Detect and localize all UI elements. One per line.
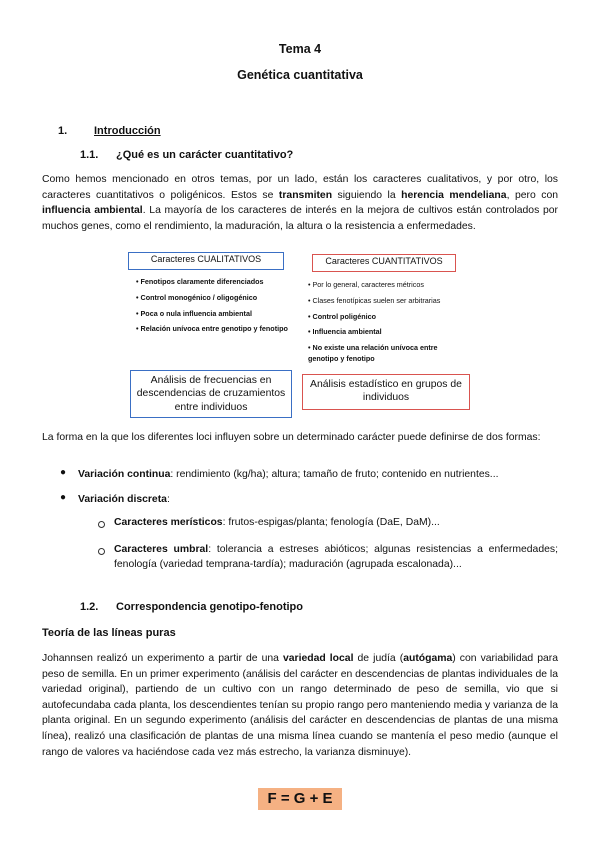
teoria-heading: Teoría de las líneas puras (42, 627, 176, 639)
qualitative-item: • Poca o nula influencia ambiental (136, 308, 252, 318)
qualitative-analysis-box (130, 370, 292, 418)
qualitative-item: • Relación unívoca entre genotipo y fenotipo (136, 324, 288, 334)
qualitative-list (136, 277, 296, 340)
quantitative-title: Caracteres CUANTITATIVOS (325, 256, 443, 266)
quantitative-item: • Control poligénico (308, 311, 376, 321)
quantitative-list (308, 280, 468, 369)
quantitative-item: • Por lo general, caracteres métricos (308, 280, 424, 289)
umbral-item: Caracteres umbral: tolerancia a estreses abióticos; algunas resistencias a enfermedades; fenología (variedad temprana-tardía); maduración (agrupada escalonada)... (114, 544, 558, 570)
bullet-dot-icon: ● (60, 467, 67, 478)
continua-item: Variación continua: rendimiento (kg/ha); altura; tamaño de fruto; contenido en nutrientes... (78, 469, 499, 480)
intro-paragraph: Como hemos mencionado en otros temas, por un lado, están los caracteres cualitativos, y por otro, los caracteres cuantitativos o poligénicos. Estos se transmiten siguiendo la herencia mendeliana, pero con influencia ambiental. La mayoría de los caracteres de interés en la mejora de cultivos están controlados por muchos genes, como el rendimiento, la maduración, la altura o la resistencia a enfermedades. (42, 174, 559, 232)
bullet-dot-icon: ● (60, 492, 67, 503)
qualitative-title: Caracteres CUALITATIVOS (150, 254, 262, 264)
section-1-number: 1. (58, 125, 68, 137)
johannsen-paragraph: Johannsen realizó un experimento a partir de una variedad local de judía (autógama) con variabilidad para peso de semilla. En un primer experimento (análisis del carácter en descendencias de plantas individuales de la variedad original), partiendo de un cultivo con un rango determinado de peso de semilla, vio que si autofecundaba cada planta, los descendientes tenían su propio rango pero manteniendo media y varianza de la planta original. En un segundo experimento (análisis del carácter en descendencias de plantas de una misma línea), realizó una clasificación de plantas de una misma línea cuando se mantenía el peso medio (aunque el rango de valores va haciéndose cada vez más estrecho, la varianza disminuye). (42, 653, 559, 758)
section-1-title: Introducción (94, 125, 161, 137)
qualitative-analysis: Análisis de frecuencias en descendencias de cruzamientos entre individuos (136, 375, 286, 413)
comparison-figure (128, 248, 474, 420)
quantitative-item: • Influencia ambiental (308, 327, 382, 337)
quantitative-analysis-box (302, 374, 470, 410)
section-1-1-number: 1.1. (80, 149, 99, 161)
discreta-item: Variación discreta: (78, 494, 170, 505)
qualitative-item: • Fenotipos claramente diferenciados (136, 277, 264, 286)
forms-intro-paragraph: La forma en la que los diferentes loci influyen sobre un determinado carácter puede definirse de dos formas: (42, 432, 541, 443)
sub-bullet-circle-icon (98, 548, 105, 555)
section-1-2-number: 1.2. (80, 601, 99, 613)
formula-box: F = G + E (258, 788, 342, 810)
topic-label: Tema 4 (278, 42, 322, 56)
section-1-1-title: ¿Qué es un carácter cuantitativo? (116, 149, 294, 161)
meristicos-item: Caracteres merísticos: frutos-espigas/planta; fenología (DaE, DaM)... (114, 517, 440, 528)
section-1-2-heading (80, 601, 303, 613)
quantitative-title-box (312, 254, 456, 272)
qualitative-item: • Control monogénico / oligogénico (136, 292, 258, 302)
section-1-heading (58, 125, 161, 137)
quantitative-item: • Clases fenotípicas suelen ser arbitrarias (308, 295, 441, 305)
quantitative-analysis: Análisis estadístico en grupos de individuos (310, 379, 462, 404)
page-title: Genética cuantitativa (237, 68, 363, 82)
quantitative-item: • No existe una relación unívoca entre genotipo y fenotipo (308, 343, 438, 363)
qualitative-title-box (128, 252, 284, 270)
sub-bullet-circle-icon (98, 521, 105, 528)
section-1-1-heading (80, 149, 293, 161)
section-1-2-title: Correspondencia genotipo-fenotipo (116, 601, 303, 613)
